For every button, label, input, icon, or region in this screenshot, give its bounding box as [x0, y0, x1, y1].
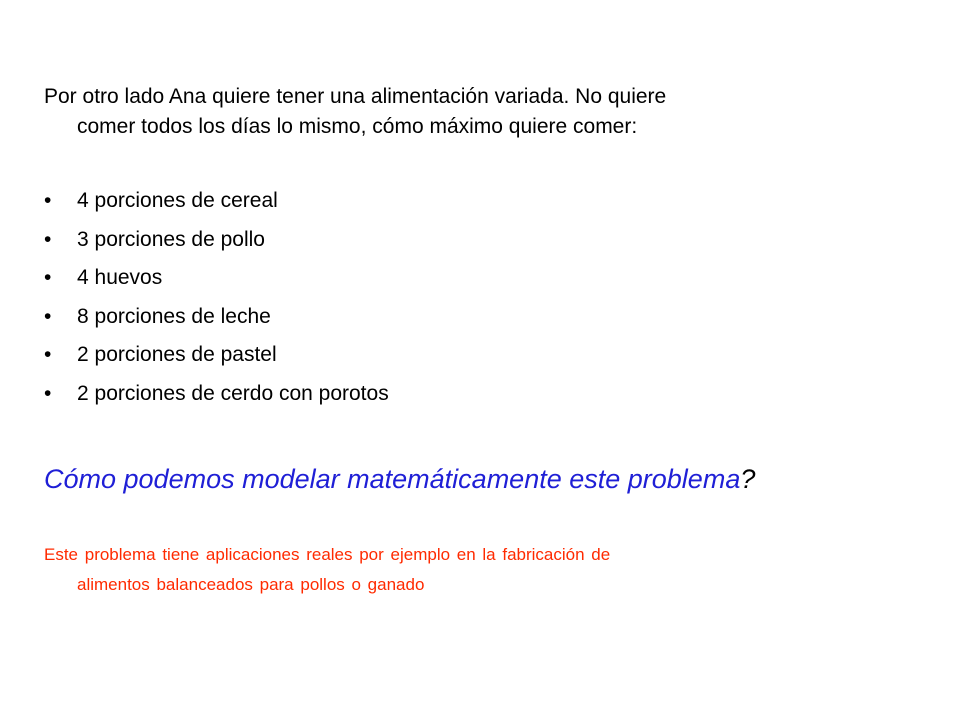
bullet-icon: •	[44, 304, 52, 328]
list-item-text: 3 porciones de pollo	[77, 227, 265, 251]
food-limit-list	[44, 186, 389, 417]
list-item	[44, 263, 389, 302]
list-item-text: 4 huevos	[77, 266, 163, 289]
list-item	[44, 302, 389, 341]
list-item-text: 8 porciones de leche	[77, 304, 271, 328]
question-heading	[44, 461, 755, 497]
bullet-icon: •	[44, 227, 52, 251]
list-item-text: 2 porciones de cerdo con porotos	[77, 381, 389, 405]
bullet-icon: •	[44, 381, 52, 405]
list-item	[44, 379, 389, 418]
bullet-icon: •	[44, 189, 52, 212]
note-line-2: alimentos balanceados para pollos o ganado	[77, 575, 425, 594]
list-item	[44, 225, 389, 264]
bullet-icon: •	[44, 343, 52, 366]
note-line-1: Este problema tiene aplicaciones reales por ejemplo en la fabricación de	[44, 545, 611, 564]
list-item-text: 4 porciones de cereal	[77, 189, 278, 212]
question-mark: ?	[740, 464, 756, 494]
intro-line-1: Por otro lado Ana quiere tener una alimentación variada. No quiere	[44, 85, 667, 108]
intro-line-2: comer todos los días lo mismo, cómo máximo quiere comer:	[77, 115, 638, 138]
list-item	[44, 186, 389, 225]
list-item	[44, 340, 389, 379]
intro-paragraph	[44, 82, 904, 142]
applications-note	[44, 540, 904, 600]
list-item-text: 2 porciones de pastel	[77, 343, 277, 366]
question-text: Cómo podemos modelar matemáticamente este problema	[44, 464, 741, 494]
bullet-icon: •	[44, 266, 52, 289]
